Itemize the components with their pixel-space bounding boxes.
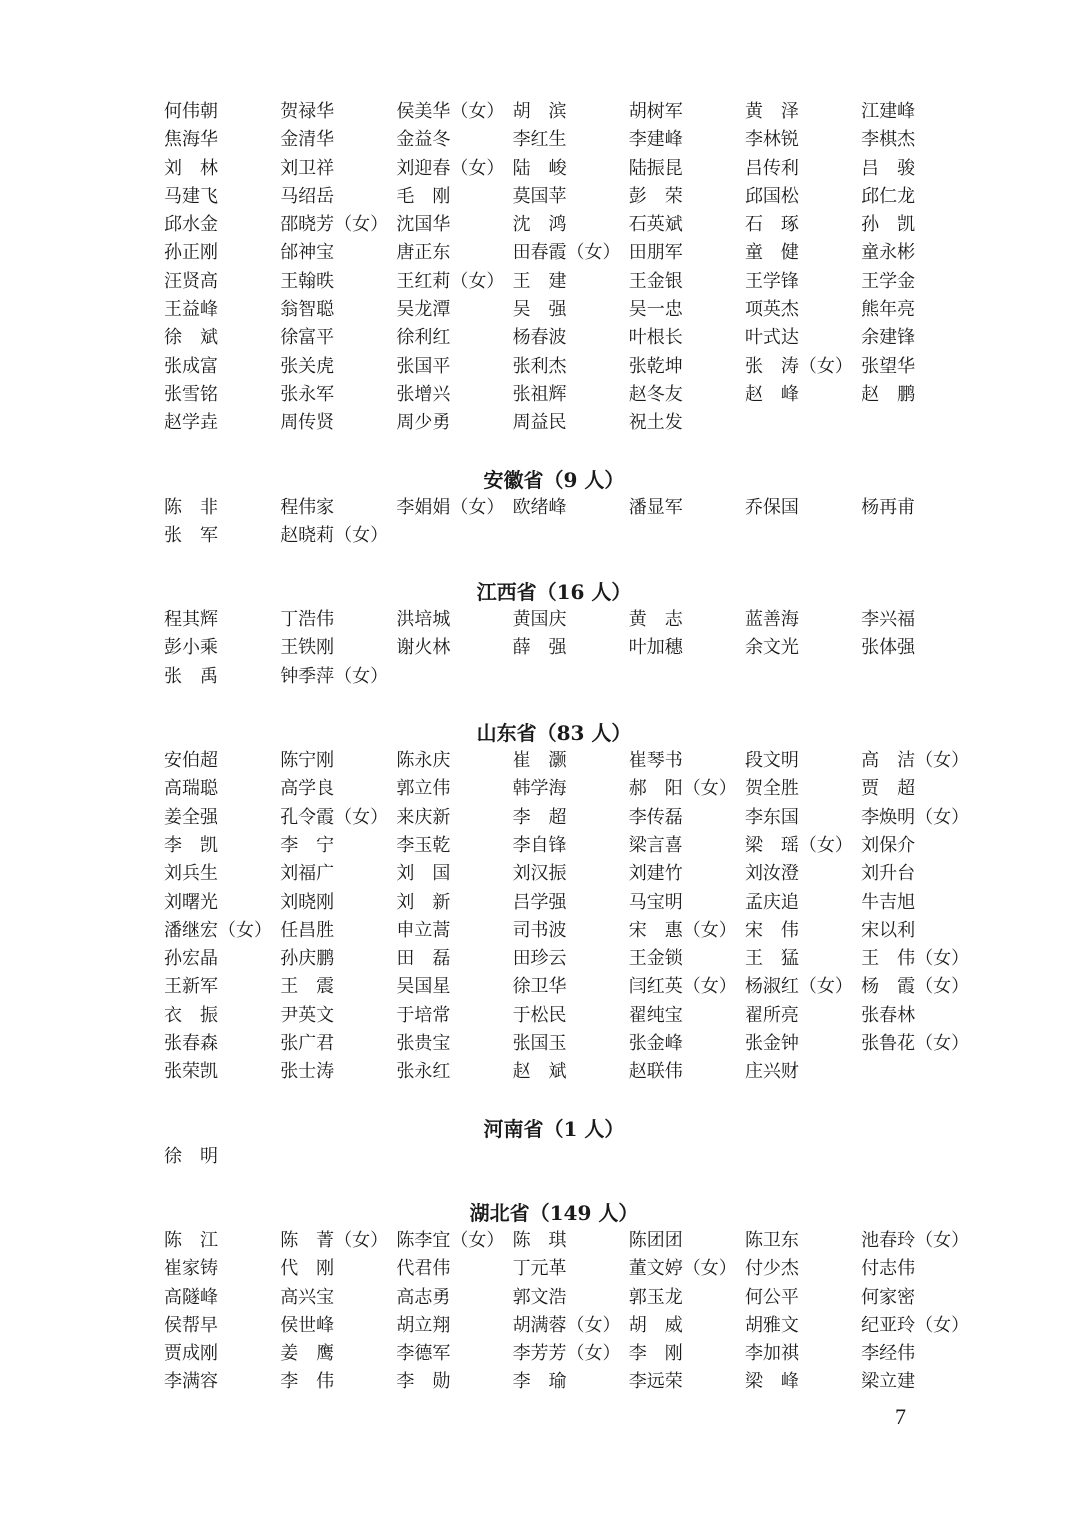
person-name: 贾成刚 — [164, 1343, 218, 1365]
person-name: 安伯超 — [164, 750, 218, 772]
person-name: 徐富平 — [280, 327, 335, 349]
person-name: 张春林 — [861, 1004, 916, 1026]
name-row — [164, 1143, 984, 1171]
person-name: 贺全胜 — [744, 778, 799, 800]
person-name: 胡 滨 — [512, 101, 567, 122]
person-name: 彭小乘 — [164, 637, 218, 659]
name-row — [164, 804, 984, 832]
person-name: 宋以利 — [861, 919, 916, 941]
person-name: 刘晓刚 — [280, 891, 335, 913]
person-name: 刘汉振 — [512, 863, 567, 885]
person-name: 张望华 — [861, 355, 916, 377]
province-section — [164, 1115, 984, 1171]
person-name: 高志勇 — [396, 1286, 451, 1308]
person-name: 焦海华 — [164, 129, 218, 151]
person-name: 李兴福 — [861, 609, 916, 631]
province-heading: 湖北省（149 人） — [469, 1200, 639, 1225]
person-name: 邵晓芳（女） — [280, 214, 389, 236]
person-name: 李远荣 — [628, 1371, 683, 1393]
person-name: 李自锋 — [512, 834, 567, 856]
person-name: 张 军 — [164, 524, 218, 546]
person-name: 赵 斌 — [512, 1061, 567, 1083]
province-heading: 山东省（83 人） — [476, 721, 632, 746]
person-name: 张贵宝 — [396, 1033, 451, 1055]
person-name: 陆 峻 — [512, 157, 567, 179]
person-name: 王铁刚 — [280, 637, 335, 659]
person-name: 郝 阳（女） — [628, 778, 737, 800]
person-name: 刘福广 — [280, 863, 335, 885]
person-name: 金清华 — [280, 129, 335, 151]
person-name: 吴一忠 — [628, 299, 683, 321]
person-name: 邰神宝 — [280, 242, 335, 264]
person-name: 张永红 — [396, 1061, 451, 1083]
person-name: 张 涛（女） — [744, 355, 853, 377]
person-name: 胡立翔 — [396, 1314, 451, 1336]
province-heading: 安徽省（9 人） — [483, 467, 625, 492]
person-name: 孙正刚 — [164, 242, 218, 264]
person-name: 任昌胜 — [280, 919, 335, 941]
person-name: 张雪铭 — [164, 383, 218, 405]
name-row — [164, 381, 984, 409]
person-name: 李 凯 — [164, 834, 218, 856]
name-list-content — [164, 98, 984, 1397]
person-name: 申立蒿 — [396, 919, 451, 941]
name-row — [164, 917, 984, 945]
person-name: 田珍云 — [512, 948, 567, 970]
person-name: 黄 泽 — [744, 101, 799, 122]
name-grid — [164, 1227, 984, 1397]
person-name: 杨淑红（女） — [744, 976, 853, 998]
person-name: 孙 凯 — [861, 214, 916, 236]
province-section — [164, 466, 984, 551]
province-heading: 江西省（16 人） — [476, 580, 632, 605]
person-name: 代君伟 — [396, 1258, 451, 1280]
person-name: 牛吉旭 — [861, 891, 916, 913]
person-name: 陈团团 — [628, 1229, 683, 1251]
province-section — [164, 719, 984, 1087]
name-grid — [164, 606, 984, 691]
name-row — [164, 268, 984, 296]
person-name: 童永彬 — [861, 242, 916, 264]
person-name: 陆振昆 — [628, 157, 683, 179]
person-name: 叶根长 — [628, 327, 683, 349]
person-name: 熊年亮 — [861, 299, 916, 321]
person-name: 张荣凯 — [164, 1061, 218, 1083]
person-name: 童 健 — [744, 242, 799, 264]
person-name: 徐卫华 — [512, 976, 567, 998]
person-name: 宋 惠（女） — [628, 919, 737, 941]
person-name: 李德军 — [396, 1343, 451, 1365]
name-row — [164, 606, 984, 634]
person-name: 莫国苹 — [512, 185, 567, 207]
person-name: 田春霞（女） — [512, 242, 621, 264]
person-name: 梁言喜 — [628, 834, 683, 856]
person-name: 翟所亮 — [744, 1004, 799, 1026]
person-name: 闫红英（女） — [628, 976, 737, 998]
person-name: 毛 刚 — [396, 185, 451, 207]
person-name: 王翰昳 — [280, 270, 335, 292]
person-name: 刘升台 — [861, 863, 916, 885]
name-row — [164, 889, 984, 917]
person-name: 徐 明 — [164, 1145, 218, 1167]
name-row — [164, 1368, 984, 1396]
person-name: 丁元革 — [512, 1258, 567, 1280]
person-name: 梁 瑶（女） — [744, 834, 853, 856]
person-name: 代 刚 — [280, 1258, 335, 1280]
name-row — [164, 353, 984, 381]
person-name: 高隧峰 — [164, 1286, 218, 1308]
person-name: 乔保国 — [744, 496, 799, 518]
person-name: 欧绪峰 — [512, 496, 567, 518]
person-name: 余建锋 — [861, 327, 916, 349]
person-name: 李经伟 — [861, 1343, 916, 1365]
person-name: 陈 非 — [164, 496, 218, 518]
person-name: 胡满蓉（女） — [512, 1314, 621, 1336]
person-name: 张金钟 — [744, 1033, 799, 1055]
person-name: 陈卫东 — [744, 1229, 799, 1251]
person-name: 王 伟（女） — [861, 948, 970, 970]
person-name: 董文婷（女） — [628, 1258, 737, 1280]
person-name: 胡雅文 — [744, 1314, 799, 1336]
person-name: 徐 斌 — [164, 327, 218, 349]
person-name: 黄国庆 — [512, 609, 567, 631]
province-section — [164, 1199, 984, 1397]
person-name: 张国平 — [396, 355, 451, 377]
person-name: 祝土发 — [628, 412, 683, 434]
person-name: 周益民 — [512, 412, 567, 434]
person-name: 张金峰 — [628, 1033, 683, 1055]
person-name: 李建峰 — [628, 129, 683, 151]
person-name: 项英杰 — [744, 299, 799, 321]
person-name: 梁立建 — [861, 1371, 916, 1393]
person-name: 高瑞聪 — [164, 778, 218, 800]
person-name: 王学锋 — [744, 270, 799, 292]
name-row — [164, 663, 984, 691]
person-name: 杨春波 — [512, 327, 567, 349]
person-name: 王 震 — [280, 976, 335, 998]
person-name: 王金银 — [628, 270, 683, 292]
person-name: 于松民 — [512, 1004, 567, 1026]
person-name: 李 勋 — [396, 1371, 451, 1393]
name-row — [164, 126, 984, 154]
person-name: 吕传利 — [744, 157, 799, 179]
person-name: 高 洁（女） — [861, 750, 970, 772]
person-name: 付志伟 — [861, 1258, 916, 1280]
person-name: 梁 峰 — [744, 1371, 799, 1393]
person-name: 孔令霞（女） — [280, 806, 389, 828]
name-row — [164, 1058, 984, 1086]
person-name: 李棋杰 — [861, 129, 916, 151]
person-name: 李娟娟（女） — [396, 496, 505, 518]
person-name: 程其辉 — [164, 609, 218, 631]
person-name: 侯帮早 — [164, 1314, 218, 1336]
name-row — [164, 775, 984, 803]
person-name: 赵冬友 — [628, 383, 683, 405]
person-name: 李加祺 — [744, 1343, 799, 1365]
name-row — [164, 324, 984, 352]
person-name: 李 伟 — [280, 1371, 335, 1393]
person-name: 王学金 — [861, 270, 916, 292]
person-name: 侯美华（女） — [396, 101, 505, 122]
person-name: 吕 骏 — [861, 157, 916, 179]
person-name: 赵 鹏 — [861, 383, 916, 405]
name-grid — [164, 494, 984, 551]
person-name: 杨 霞（女） — [861, 976, 970, 998]
person-name: 李传磊 — [628, 806, 683, 828]
person-name: 沈国华 — [396, 214, 451, 236]
name-row — [164, 296, 984, 324]
name-row — [164, 1002, 984, 1030]
name-row — [164, 522, 984, 550]
person-name: 何家密 — [861, 1286, 916, 1308]
name-row — [164, 945, 984, 973]
person-name: 刘 新 — [396, 891, 451, 913]
person-name: 李玉乾 — [396, 834, 451, 856]
person-name: 张士涛 — [280, 1061, 335, 1083]
person-name: 翟纯宝 — [628, 1004, 683, 1026]
person-name: 李满容 — [164, 1371, 218, 1393]
person-name: 宋 伟 — [744, 919, 799, 941]
person-name: 郭立伟 — [396, 778, 451, 800]
province-section — [164, 578, 984, 691]
province-section-continued — [164, 98, 984, 438]
person-name: 薛 强 — [512, 637, 567, 659]
person-name: 陈 菁（女） — [280, 1229, 389, 1251]
person-name: 付少杰 — [744, 1258, 799, 1280]
person-name: 潘显军 — [628, 496, 683, 518]
person-name: 陈李宜（女） — [396, 1229, 505, 1251]
person-name: 王 建 — [512, 270, 567, 292]
person-name: 高兴宝 — [280, 1286, 335, 1308]
person-name: 胡 威 — [628, 1314, 683, 1336]
name-row — [164, 1255, 984, 1283]
person-name: 赵 峰 — [744, 383, 799, 405]
person-name: 赵晓莉（女） — [280, 524, 389, 546]
person-name: 周少勇 — [396, 412, 451, 434]
person-name: 丁浩伟 — [280, 609, 335, 631]
person-name: 洪培城 — [396, 609, 451, 631]
person-name: 于培常 — [396, 1004, 451, 1026]
person-name: 李 超 — [512, 806, 567, 828]
person-name: 马绍岳 — [280, 185, 335, 207]
name-row — [164, 494, 984, 522]
person-name: 李焕明（女） — [861, 806, 970, 828]
person-name: 张广君 — [280, 1033, 335, 1055]
person-name: 潘继宏（女） — [164, 919, 272, 941]
person-name: 钟季萍（女） — [280, 665, 389, 687]
person-name: 徐利红 — [396, 327, 451, 349]
person-name: 彭 荣 — [628, 185, 683, 207]
person-name: 邱仁龙 — [861, 185, 916, 207]
person-name: 王 猛 — [744, 948, 799, 970]
name-row — [164, 1227, 984, 1255]
name-grid — [164, 1143, 984, 1171]
person-name: 姜全强 — [164, 806, 218, 828]
person-name: 张关虎 — [280, 355, 335, 377]
person-name: 刘兵生 — [164, 863, 218, 885]
person-name: 贾 超 — [861, 778, 916, 800]
person-name: 韩学海 — [512, 778, 567, 800]
name-row — [164, 1030, 984, 1058]
person-name: 池春玲（女） — [861, 1229, 970, 1251]
person-name: 刘建竹 — [628, 863, 683, 885]
person-name: 孙宏晶 — [164, 948, 218, 970]
person-name: 李林锐 — [744, 129, 799, 151]
person-name: 张 禹 — [164, 665, 218, 687]
person-name: 庄兴财 — [744, 1061, 799, 1083]
person-name: 李芳芳（女） — [512, 1343, 621, 1365]
name-row — [164, 747, 984, 775]
person-name: 姜 鹰 — [280, 1343, 335, 1365]
name-row — [164, 860, 984, 888]
person-name: 江建峰 — [861, 101, 916, 122]
name-row — [164, 98, 984, 126]
person-name: 王益峰 — [164, 299, 218, 321]
name-row — [164, 155, 984, 183]
person-name: 石 琢 — [744, 214, 799, 236]
person-name: 刘 林 — [164, 157, 218, 179]
person-name: 胡树军 — [628, 101, 683, 122]
person-name: 李 宁 — [280, 834, 335, 856]
person-name: 李东国 — [744, 806, 799, 828]
person-name: 赵学垚 — [164, 412, 218, 434]
person-name: 崔 灏 — [512, 750, 567, 772]
name-row — [164, 1312, 984, 1340]
person-name: 陈永庆 — [396, 750, 451, 772]
person-name: 王金锁 — [628, 948, 683, 970]
person-name: 尹英文 — [280, 1004, 335, 1026]
person-name: 赵联伟 — [628, 1061, 683, 1083]
person-name: 李红生 — [512, 129, 567, 151]
person-name: 刘迎春（女） — [396, 157, 505, 179]
person-name: 马建飞 — [164, 185, 218, 207]
name-row — [164, 183, 984, 211]
person-name: 吕学强 — [512, 891, 567, 913]
person-name: 叶加穗 — [628, 637, 683, 659]
person-name: 吴 强 — [512, 299, 567, 321]
name-row — [164, 1284, 984, 1312]
person-name: 程伟家 — [280, 496, 335, 518]
person-name: 谢火林 — [396, 637, 451, 659]
person-name: 张国玉 — [512, 1033, 567, 1055]
person-name: 李 刚 — [628, 1343, 683, 1365]
person-name: 蓝善海 — [744, 609, 799, 631]
person-name: 陈 江 — [164, 1229, 218, 1251]
name-row — [164, 1340, 984, 1368]
person-name: 司书波 — [512, 919, 567, 941]
person-name: 吴国星 — [396, 976, 451, 998]
person-name: 张永军 — [280, 383, 335, 405]
person-name: 来庆新 — [396, 806, 451, 828]
person-name: 张增兴 — [396, 383, 451, 405]
name-row — [164, 832, 984, 860]
person-name: 黄 志 — [628, 609, 683, 631]
person-name: 张祖辉 — [512, 383, 567, 405]
person-name: 田 磊 — [396, 948, 451, 970]
name-row — [164, 409, 984, 437]
person-name: 马宝明 — [628, 891, 683, 913]
person-name: 张成富 — [164, 355, 218, 377]
person-name: 沈 鸿 — [512, 214, 567, 236]
person-name: 邱国松 — [744, 185, 799, 207]
person-name: 田朋军 — [628, 242, 683, 264]
person-name: 李 瑜 — [512, 1371, 567, 1393]
person-name: 郭玉龙 — [628, 1286, 683, 1308]
person-name: 崔家铸 — [164, 1258, 218, 1280]
person-name: 唐正东 — [396, 242, 451, 264]
person-name: 杨再甫 — [861, 496, 916, 518]
person-name: 汪贤高 — [164, 270, 218, 292]
person-name: 王新军 — [164, 976, 218, 998]
person-name: 郭文浩 — [512, 1286, 567, 1308]
person-name: 张春森 — [164, 1033, 218, 1055]
person-name: 金益冬 — [396, 129, 451, 151]
person-name: 陈 琪 — [512, 1229, 567, 1251]
person-name: 孟庆追 — [744, 891, 799, 913]
person-name: 衣 振 — [164, 1004, 218, 1026]
name-row — [164, 973, 984, 1001]
person-name: 何伟朝 — [164, 101, 218, 122]
person-name: 贺禄华 — [280, 101, 335, 122]
person-name: 纪亚玲（女） — [861, 1314, 970, 1336]
person-name: 段文明 — [744, 750, 799, 772]
person-name: 翁智聪 — [280, 299, 335, 321]
person-name: 刘卫祥 — [280, 157, 335, 179]
person-name: 刘曙光 — [164, 891, 218, 913]
page-number: 7 — [895, 1404, 906, 1429]
person-name: 吴龙潭 — [396, 299, 451, 321]
person-name: 何公平 — [744, 1286, 799, 1308]
person-name: 张体强 — [861, 637, 916, 659]
person-name: 孙庆鹏 — [280, 948, 335, 970]
name-row — [164, 239, 984, 267]
person-name: 余文光 — [744, 637, 799, 659]
person-name: 王红莉（女） — [396, 270, 505, 292]
person-name: 张乾坤 — [628, 355, 683, 377]
name-grid — [164, 747, 984, 1087]
person-name: 叶式达 — [744, 327, 799, 349]
person-name: 刘 国 — [396, 863, 451, 885]
person-name: 刘保介 — [861, 834, 916, 856]
name-grid — [164, 98, 984, 438]
person-name: 石英斌 — [628, 214, 683, 236]
name-row — [164, 211, 984, 239]
person-name: 张利杰 — [512, 355, 567, 377]
person-name: 陈宁刚 — [280, 750, 335, 772]
person-name: 邱水金 — [164, 214, 218, 236]
person-name: 崔琴书 — [628, 750, 683, 772]
person-name: 侯世峰 — [280, 1314, 335, 1336]
person-name: 张鲁花（女） — [861, 1033, 970, 1055]
person-name: 周传贤 — [280, 412, 335, 434]
name-row — [164, 634, 984, 662]
person-name: 刘汝澄 — [744, 863, 799, 885]
person-name: 高学良 — [280, 778, 335, 800]
province-heading: 河南省（1 人） — [483, 1116, 625, 1141]
